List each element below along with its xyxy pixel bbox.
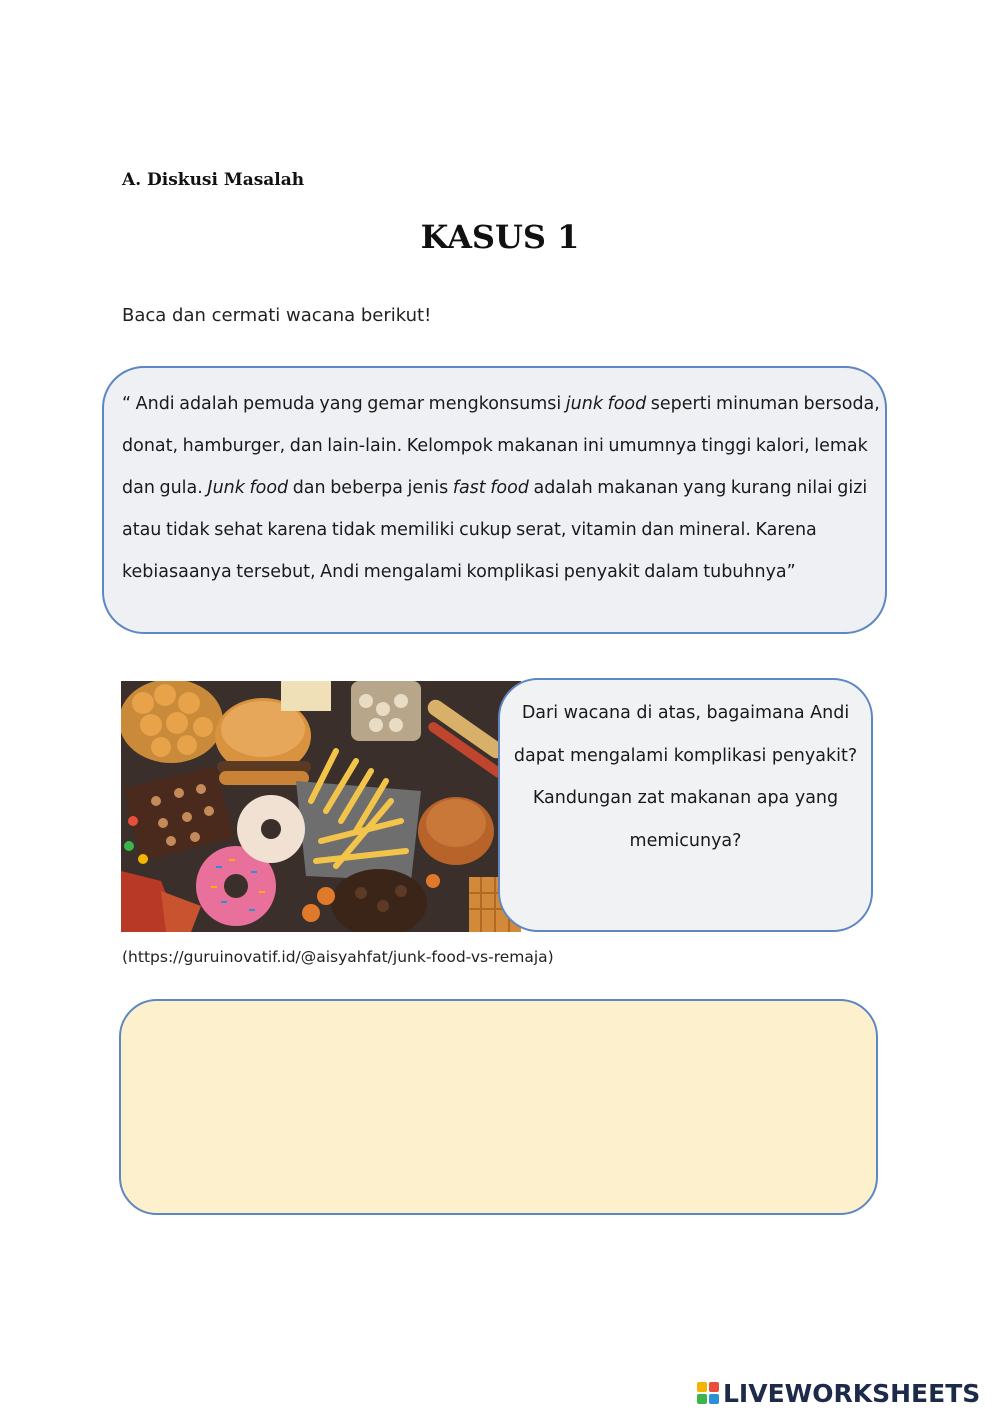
passage-term-fast-food: fast food xyxy=(452,478,529,498)
liveworksheets-brand xyxy=(697,1378,980,1408)
passage-part-4: adalah makanan yang kurang nilai gizi atau tidak sehat karena tidak memiliki cukup serat, vitamin dan mineral. Karena kebiasaanya tersebut, Andi mengalami komplikasi penyakit dalam tubuhnya” xyxy=(122,478,868,582)
brand-name: LIVEWORKSHEETS xyxy=(723,1378,981,1408)
junk-food-image xyxy=(121,681,521,932)
passage-text xyxy=(122,383,882,593)
junk-food-photo-icon xyxy=(121,681,521,932)
passage-term-junk-food: junk food xyxy=(565,394,651,414)
passage-part-1: “ Andi adalah pemuda yang gemar mengkonsumsi xyxy=(122,394,566,414)
image-source-caption: (https://guruinovatif.id/@aisyahfat/junk-food-vs-remaja) xyxy=(122,948,554,966)
instruction-text: Baca dan cermati wacana berikut! xyxy=(122,305,432,326)
question-text: Dari wacana di atas, bagaimana Andi dapat mengalami komplikasi penyakit? Kandungan zat makanan apa yang memicunya? xyxy=(513,703,858,851)
passage-term-junk-food-2: Junk food xyxy=(207,478,289,498)
case-title: KASUS 1 xyxy=(420,218,580,256)
passage-part-3: dan beberpa jenis xyxy=(288,478,453,498)
answer-input-box[interactable] xyxy=(119,999,878,1215)
passage-part-2: seperti minuman bersoda, donat, hamburger, dan lain-lain. Kelompok makanan ini umumnya tinggi kalori, lemak dan gula. xyxy=(122,394,880,498)
section-heading: A. Diskusi Masalah xyxy=(122,170,305,190)
liveworksheets-logo-icon xyxy=(697,1382,719,1404)
